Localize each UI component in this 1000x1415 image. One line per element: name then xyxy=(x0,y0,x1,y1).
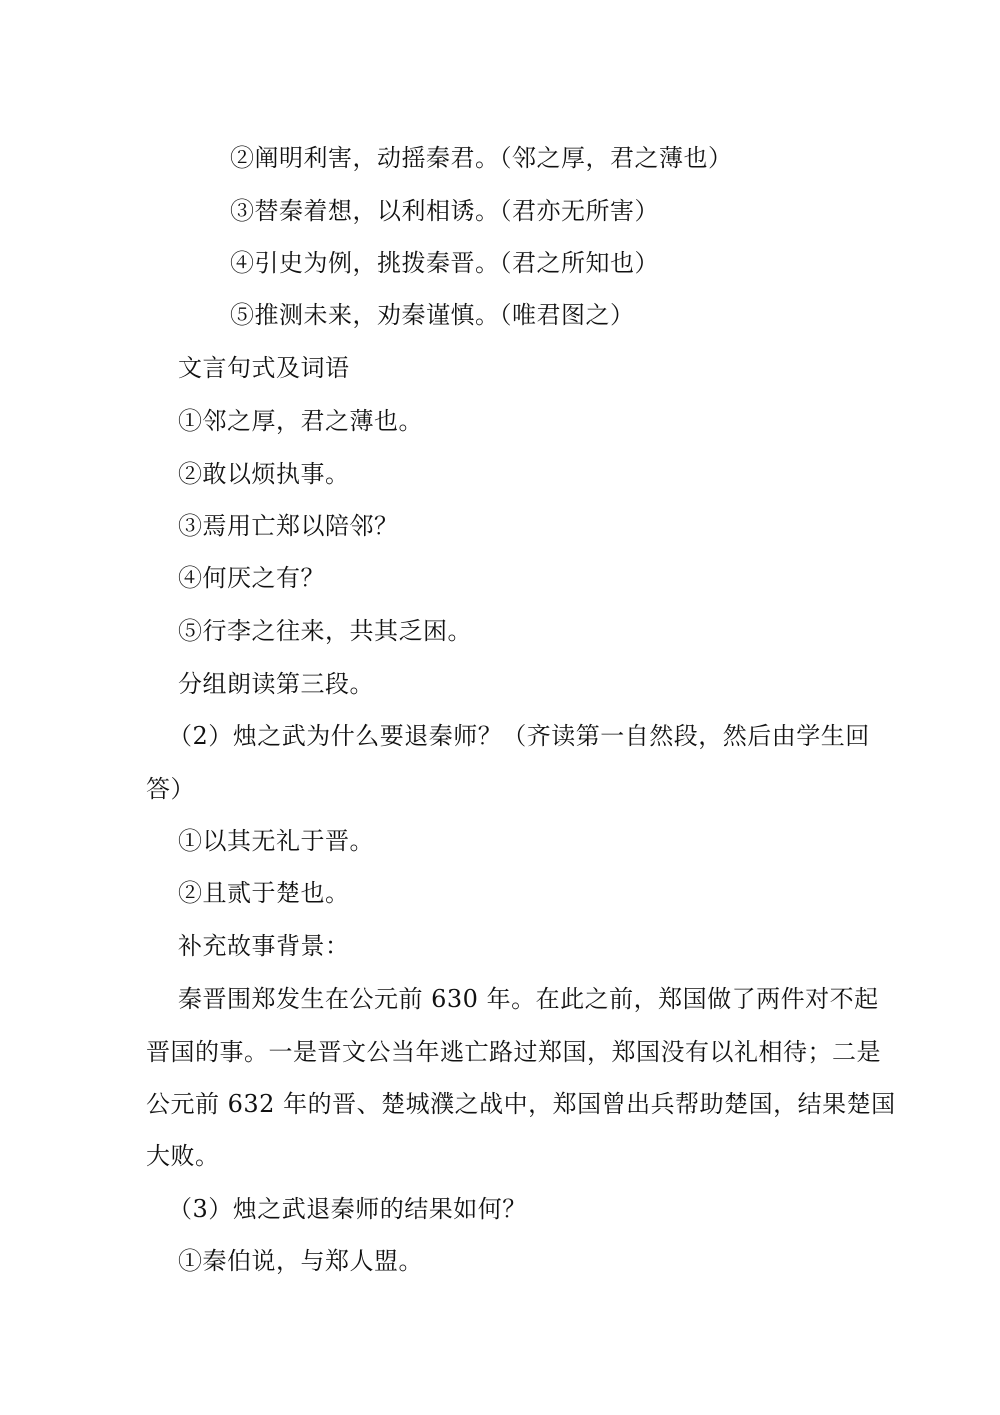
syntax-line-5: ⑤行李之往来，共其乏困。 xyxy=(178,617,472,645)
syntax-line-1: ①邻之厚，君之薄也。 xyxy=(178,407,423,435)
answer-line-1: ①以其无礼于晋。 xyxy=(178,827,374,855)
answer-line-2: ②且贰于楚也。 xyxy=(178,879,350,907)
syntax-line-3: ③焉用亡郑以陪邻？ xyxy=(178,512,399,540)
question-2: （2）烛之武为什么要退秦师？（齐读第一自然段，然后由学生回 xyxy=(168,722,870,750)
section-heading-syntax: 文言句式及词语 xyxy=(178,354,350,382)
point-line-3: ③替秦着想，以利相诱。（君亦无所害） xyxy=(230,197,659,225)
point-line-2: ②阐明利害，动摇秦君。（邻之厚，君之薄也） xyxy=(230,144,733,172)
point-line-5: ⑤推测未来，劝秦谨慎。（唯君图之） xyxy=(230,301,635,329)
point-line-4: ④引史为例，挑拨秦晋。（君之所知也） xyxy=(230,249,659,277)
background-heading: 补充故事背景： xyxy=(178,932,350,960)
reading-instruction: 分组朗读第三段。 xyxy=(178,670,374,698)
syntax-line-2: ②敢以烦执事。 xyxy=(178,460,350,488)
question-2-continuation: 答） xyxy=(146,775,195,803)
background-paragraph-line-1: 秦晋围郑发生在公元前 630 年。在此之前，郑国做了两件对不起 xyxy=(178,985,879,1013)
background-paragraph-line-4: 大败。 xyxy=(146,1142,220,1170)
background-paragraph-line-3: 公元前 632 年的晋、楚城濮之战中，郑国曾出兵帮助楚国，结果楚国 xyxy=(146,1090,896,1118)
background-paragraph-line-2: 晋国的事。一是晋文公当年逃亡路过郑国，郑国没有以礼相待；二是 xyxy=(146,1038,881,1066)
result-line-1: ①秦伯说，与郑人盟。 xyxy=(178,1247,423,1275)
syntax-line-4: ④何厌之有？ xyxy=(178,564,325,592)
question-3: （3）烛之武退秦师的结果如何？ xyxy=(168,1195,527,1223)
